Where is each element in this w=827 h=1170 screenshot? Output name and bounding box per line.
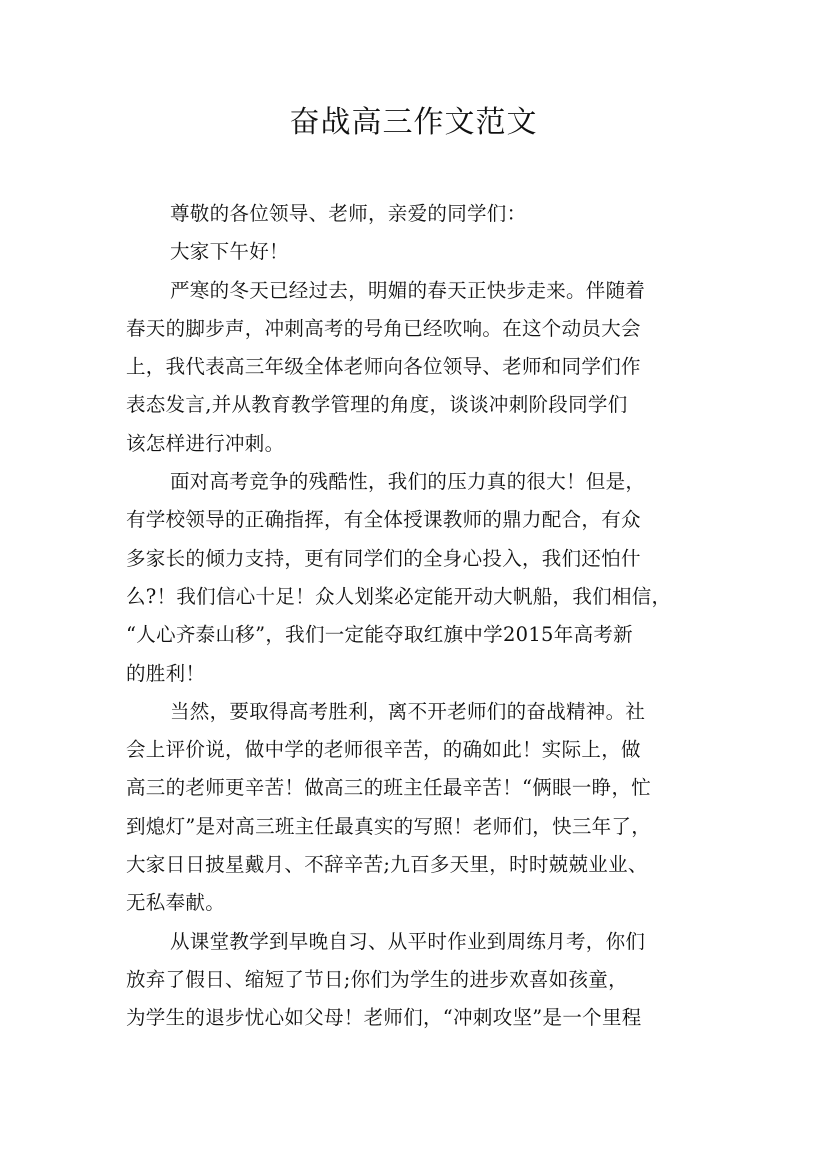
paragraph-line: 会上评价说，做中学的老师很辛苦，的确如此！实际上，做 — [126, 738, 641, 762]
paragraph-line: 多家长的倾力支持，更有同学们的全身心投入，我们还怕什 — [126, 546, 641, 570]
paragraph-line: 为学生的退步忧心如父母！老师们，“冲刺攻坚”是一个里程 — [126, 1006, 642, 1030]
greeting-line: 大家下午好！ — [170, 240, 289, 264]
paragraph-line: 从课堂教学到早晚自习、从平时作业到周练月考，你们 — [170, 929, 646, 953]
paragraph-line: 上，我代表高三年级全体老师向各位领导、老师和同学们作 — [126, 355, 641, 379]
paragraph-line: 当然，要取得高考胜利，离不开老师们的奋战精神。社 — [170, 699, 646, 723]
paragraph-line: 的胜利！ — [126, 661, 206, 685]
paragraph-line: 面对高考竞争的残酷性，我们的压力真的很大！但是， — [170, 470, 646, 494]
paragraph-line: 大家日日披星戴月、不辞辛苦;九百多天里，时时兢兢业业、 — [126, 853, 648, 877]
document-body — [126, 195, 726, 1038]
document-title: 奋战高三作文范文 — [289, 105, 538, 140]
paragraph-line: 高三的老师更辛苦！做高三的班主任最辛苦！“俩眼一睁，忙 — [126, 776, 652, 800]
paragraph-line: 表态发言,并从教育教学管理的角度，谈谈冲刺阶段同学们 — [126, 393, 628, 417]
paragraph-line: “人心齐泰山移”，我们一定能夺取红旗中学2015年高考新 — [126, 623, 633, 647]
paragraph-line: 到熄灯”是对高三班主任最真实的写照！老师们，快三年了， — [126, 814, 652, 838]
paragraph-line: 该怎样进行冲刺。 — [126, 431, 285, 455]
paragraph-line: 放弃了假日、缩短了节日;你们为学生的进步欢喜如孩童， — [126, 967, 628, 991]
paragraph-line: 春天的脚步声，冲刺高考的号角已经吹响。在这个动员大会 — [126, 316, 641, 340]
paragraph-line: 么?！我们信心十足！众人划桨必定能开动大帆船，我们相信， — [126, 584, 672, 608]
salutation-line: 尊敬的各位领导、老师，亲爱的同学们： — [170, 202, 527, 225]
paragraph-line: 严寒的冬天已经过去，明媚的春天正快步走来。伴随着 — [170, 278, 646, 302]
paragraph-line: 有学校领导的正确指挥，有全体授课教师的鼎力配合，有众 — [126, 508, 641, 532]
paragraph-line: 无私奉献。 — [126, 891, 226, 915]
